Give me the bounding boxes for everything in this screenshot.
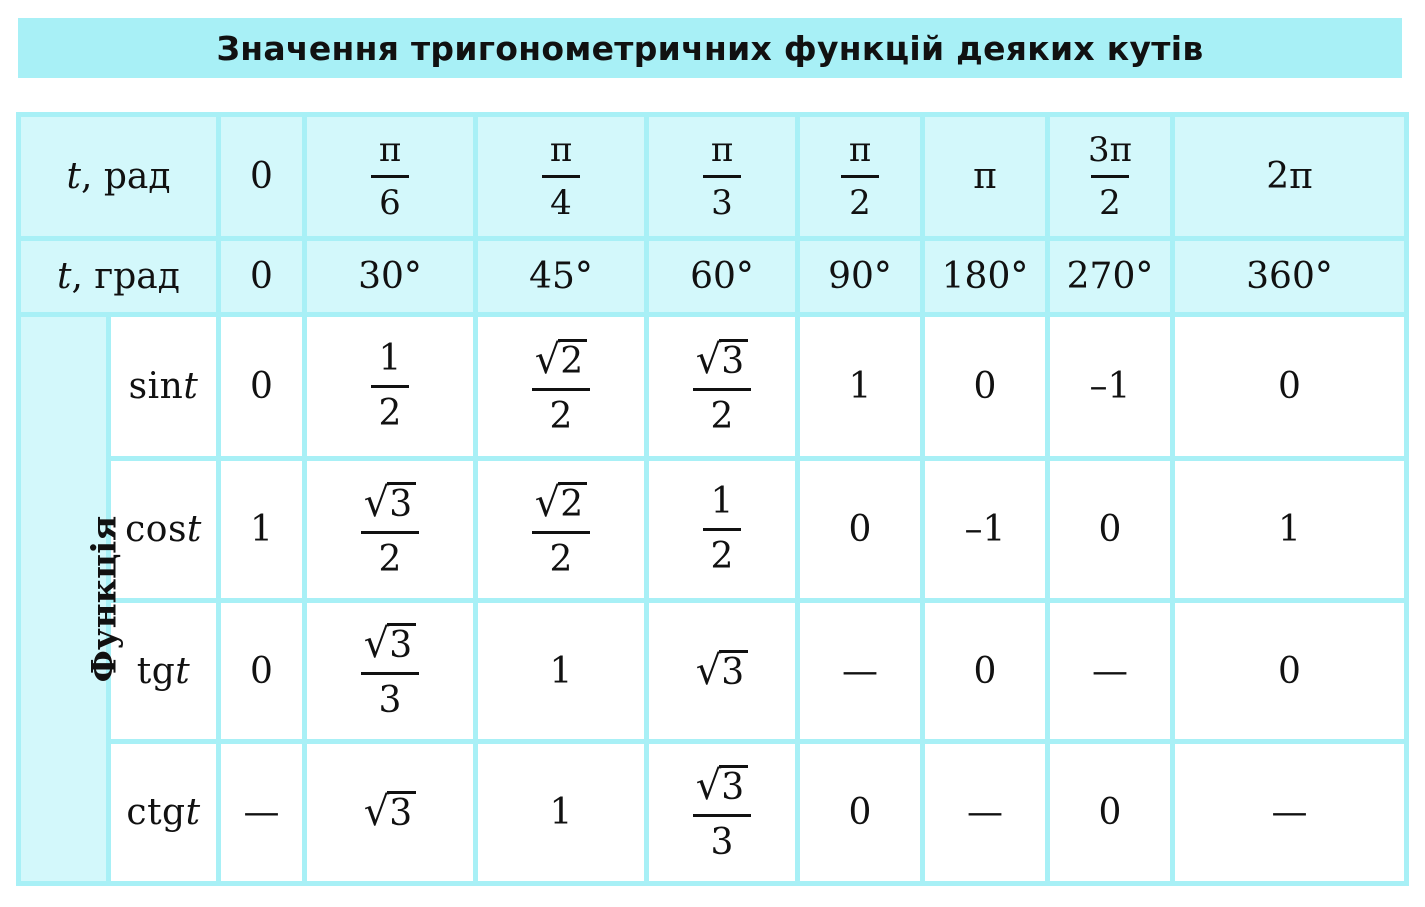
fraction-numerator: 1 xyxy=(378,338,402,380)
sqrt-expression xyxy=(695,762,748,809)
value-cell xyxy=(923,314,1048,459)
value-cell xyxy=(476,600,647,742)
sqrt-sign: √ xyxy=(363,621,390,668)
fraction xyxy=(703,130,741,224)
cell-value: 0 xyxy=(250,650,273,692)
fraction-denominator: 3 xyxy=(693,814,752,861)
radicand: 2 xyxy=(558,339,587,380)
degree-value-cell: 90° xyxy=(798,239,923,314)
value-cell xyxy=(476,742,647,884)
cell-value: 1 xyxy=(1278,509,1301,551)
degree-row xyxy=(19,239,1407,314)
sqrt-sign: √ xyxy=(695,336,722,383)
value-cell xyxy=(1173,314,1407,459)
fraction-numerator xyxy=(678,762,766,814)
fraction-numerator xyxy=(517,336,605,388)
fraction-denominator: 2 xyxy=(532,388,591,435)
value-cell xyxy=(923,742,1048,884)
cell-value: π xyxy=(973,156,997,198)
tg-row xyxy=(19,600,1407,742)
radicand: 3 xyxy=(387,791,416,832)
value-cell xyxy=(1173,459,1407,601)
radicand: 3 xyxy=(387,623,416,664)
cell-value: — xyxy=(1092,650,1128,692)
fraction-denominator: 2 xyxy=(703,528,742,575)
fraction-numerator xyxy=(346,623,434,672)
value-cell xyxy=(219,742,305,884)
value-cell xyxy=(798,742,923,884)
value-cell xyxy=(305,459,476,601)
cell-value: –1 xyxy=(964,509,1006,551)
sqrt-sign: √ xyxy=(363,789,390,836)
fraction-denominator: 6 xyxy=(371,175,409,220)
value-cell xyxy=(1048,459,1173,601)
cell-value: — xyxy=(1271,792,1308,834)
fraction xyxy=(1080,130,1140,224)
value-cell xyxy=(1173,600,1407,742)
function-name: sint xyxy=(109,314,219,459)
fraction-denominator: 2 xyxy=(1091,175,1129,220)
value-cell xyxy=(647,459,798,601)
fraction xyxy=(542,130,580,224)
fraction-denominator: 2 xyxy=(841,175,879,220)
fraction-denominator: 2 xyxy=(693,388,752,435)
degree-value-cell: 45° xyxy=(476,239,647,314)
function-name: ctgt xyxy=(109,742,219,884)
cell-value: 0 xyxy=(250,366,273,408)
fraction xyxy=(346,479,434,580)
fraction xyxy=(517,479,605,580)
fraction xyxy=(678,336,766,437)
fraction-denominator: 3 xyxy=(703,175,741,220)
sqrt-sign: √ xyxy=(534,479,561,526)
sin-row xyxy=(19,314,1407,459)
degree-value-cell: 60° xyxy=(647,239,798,314)
fraction-numerator xyxy=(346,479,434,531)
value-cell xyxy=(923,459,1048,601)
degree-value-cell: 270° xyxy=(1048,239,1173,314)
cell-value: — xyxy=(967,792,1003,834)
cell-value: 0 xyxy=(848,509,872,551)
value-cell xyxy=(1048,742,1173,884)
cell-value: — xyxy=(842,650,878,692)
radian-value-cell xyxy=(798,115,923,239)
value-cell xyxy=(476,314,647,459)
value-cell xyxy=(647,314,798,459)
fraction-denominator: 2 xyxy=(361,531,420,578)
radian-row xyxy=(19,115,1407,239)
degree-value-cell: 360° xyxy=(1173,239,1407,314)
cell-value: 0 xyxy=(1278,650,1301,692)
cell-value: — xyxy=(243,792,280,834)
value-cell xyxy=(798,314,923,459)
cos-row xyxy=(19,459,1407,601)
value-cell xyxy=(305,314,476,459)
function-name: tgt xyxy=(109,600,219,742)
fraction-numerator: 1 xyxy=(710,481,734,523)
sqrt-expression xyxy=(534,479,587,526)
fraction-denominator: 2 xyxy=(371,385,410,432)
cell-value: 0 xyxy=(973,650,997,692)
degree-value-cell: 0 xyxy=(219,239,305,314)
fraction-numerator xyxy=(517,479,605,531)
fraction-numerator: π xyxy=(378,130,402,171)
sqrt-sign: √ xyxy=(363,479,390,526)
degree-value-cell: 180° xyxy=(923,239,1048,314)
fraction-numerator: π xyxy=(848,130,872,171)
radian-value-cell xyxy=(1173,115,1407,239)
degree-row-label: t, град xyxy=(19,239,219,314)
fraction xyxy=(371,338,410,435)
function-group-label: Функція xyxy=(19,314,109,883)
sqrt-expression xyxy=(534,336,587,383)
cell-value: 0 xyxy=(848,792,872,834)
value-cell xyxy=(1048,314,1173,459)
sqrt-expression xyxy=(363,621,416,668)
cell-value: 0 xyxy=(1098,792,1122,834)
fraction xyxy=(371,130,409,224)
sqrt-expression xyxy=(363,479,416,526)
value-cell xyxy=(219,459,305,601)
cell-value: 1 xyxy=(549,650,573,692)
radicand: 3 xyxy=(719,339,748,380)
fraction-denominator: 2 xyxy=(532,531,591,578)
value-cell xyxy=(476,459,647,601)
fraction-numerator: π xyxy=(710,130,734,171)
value-cell xyxy=(647,600,798,742)
fraction xyxy=(517,336,605,437)
sqrt-expression xyxy=(695,336,748,383)
value-cell xyxy=(1173,742,1407,884)
value-cell xyxy=(798,600,923,742)
fraction xyxy=(678,762,766,863)
radian-value-cell xyxy=(219,115,305,239)
value-cell xyxy=(305,742,476,884)
radian-value-cell xyxy=(647,115,798,239)
trig-values-table xyxy=(16,112,1409,886)
sqrt-expression xyxy=(363,789,416,836)
radicand: 3 xyxy=(719,765,748,806)
degree-value-cell: 30° xyxy=(305,239,476,314)
radicand: 3 xyxy=(387,482,416,523)
sqrt-sign: √ xyxy=(534,336,561,383)
cell-value: 1 xyxy=(848,366,872,408)
value-cell xyxy=(219,314,305,459)
cell-value: 2π xyxy=(1266,156,1313,198)
fraction-numerator xyxy=(678,336,766,388)
fraction xyxy=(703,481,742,578)
value-cell xyxy=(798,459,923,601)
cell-value: 0 xyxy=(1098,509,1122,551)
function-name: cost xyxy=(109,459,219,601)
radian-value-cell xyxy=(1048,115,1173,239)
sqrt-sign: √ xyxy=(695,762,722,809)
radian-value-cell xyxy=(476,115,647,239)
radicand: 3 xyxy=(719,650,748,691)
cell-value: 0 xyxy=(250,156,273,198)
sqrt-expression xyxy=(695,647,748,694)
value-cell xyxy=(923,600,1048,742)
sqrt-sign: √ xyxy=(695,647,722,694)
fraction xyxy=(346,621,434,722)
fraction-denominator: 3 xyxy=(361,672,420,719)
cell-value: 1 xyxy=(549,792,573,834)
fraction-numerator: π xyxy=(549,130,573,171)
page-title: Значення тригонометричних функцій деяких кутів xyxy=(18,18,1402,78)
cell-value: –1 xyxy=(1089,366,1131,408)
value-cell xyxy=(219,600,305,742)
cell-value: 0 xyxy=(1278,366,1301,408)
cell-value: 0 xyxy=(973,366,997,408)
value-cell xyxy=(647,742,798,884)
radian-value-cell xyxy=(305,115,476,239)
fraction xyxy=(841,130,879,224)
radicand: 2 xyxy=(558,482,587,523)
value-cell xyxy=(305,600,476,742)
cell-value: 1 xyxy=(250,509,273,551)
value-cell xyxy=(1048,600,1173,742)
fraction-numerator: 3π xyxy=(1088,130,1132,171)
radian-value-cell xyxy=(923,115,1048,239)
radian-row-label: t, рад xyxy=(19,115,219,239)
ctg-row xyxy=(19,742,1407,884)
fraction-denominator: 4 xyxy=(542,175,580,220)
